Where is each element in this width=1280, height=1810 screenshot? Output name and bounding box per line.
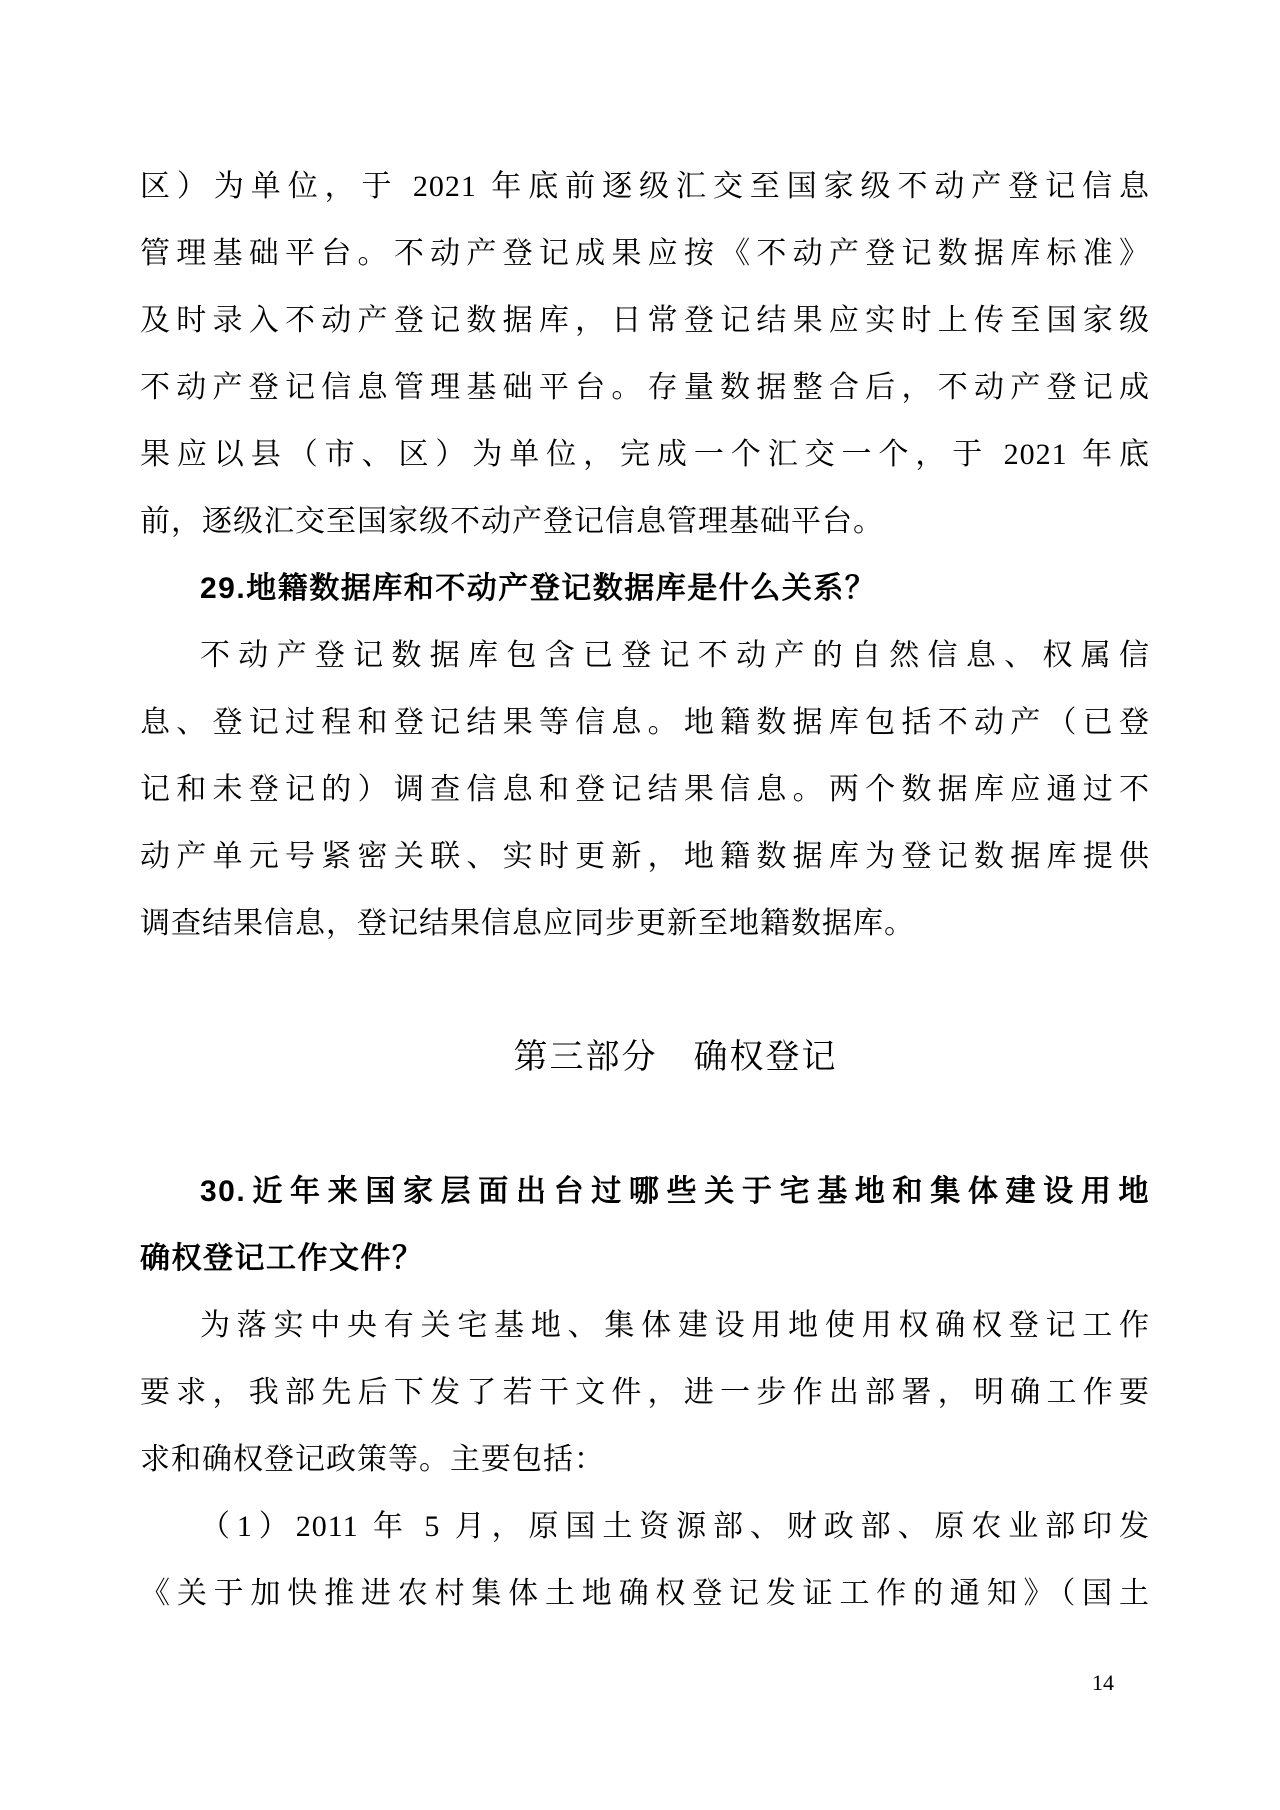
text-line: 果应以县（市、区）为单位，完成一个汇交一个，于 2021 年底 [140, 438, 1150, 471]
section-3-title: 第三部分 确权登记 [513, 1037, 838, 1077]
text-line: 为落实中央有关宅基地、集体建设用地使用权确权登记工作 [200, 1309, 1150, 1342]
page-number: 14 [1092, 1670, 1114, 1695]
text-line: 《关于加快推进农村集体土地确权登记发证工作的通知》（国土 [140, 1577, 1150, 1610]
text-line: 及时录入不动产登记数据库，日常登记结果应实时上传至国家级 [140, 304, 1150, 337]
text-line: 息、登记过程和登记结果等信息。地籍数据库包括不动产（已登 [140, 706, 1150, 739]
text-line: 调查结果信息，登记结果信息应同步更新至地籍数据库。 [140, 907, 915, 940]
question-30-heading-line2: 确权登记工作文件？ [140, 1242, 424, 1275]
text-line: 动产单元号紧密关联、实时更新，地籍数据库为登记数据库提供 [140, 840, 1150, 873]
question-30-heading-line1: 30.近年来国家层面出台过哪些关于宅基地和集体建设用地 [200, 1175, 1150, 1208]
blank-line [140, 1091, 1150, 1158]
text-line: （1）2011 年 5 月，原国土资源部、财政部、原农业部印发 [200, 1510, 1150, 1543]
text-line: 前，逐级汇交至国家级不动产登记信息管理基础平台。 [140, 505, 884, 538]
text-column [140, 153, 1150, 1627]
text-line: 求和确权登记政策等。主要包括： [140, 1443, 605, 1476]
text-line: 记和未登记的）调查信息和登记结果信息。两个数据库应通过不 [140, 773, 1150, 806]
text-line: 区）为单位，于 2021 年底前逐级汇交至国家级不动产登记信息 [140, 170, 1150, 203]
text-line: 不动产登记信息管理基础平台。存量数据整合后，不动产登记成 [140, 371, 1150, 404]
blank-line [140, 957, 1150, 1024]
text-line: 管理基础平台。不动产登记成果应按《不动产登记数据库标准》 [140, 237, 1150, 270]
text-line: 要求，我部先后下发了若干文件，进一步作出部署，明确工作要 [140, 1376, 1150, 1409]
text-line: 不动产登记数据库包含已登记不动产的自然信息、权属信 [200, 639, 1150, 672]
question-29-heading: 29.地籍数据库和不动产登记数据库是什么关系？ [200, 572, 877, 605]
